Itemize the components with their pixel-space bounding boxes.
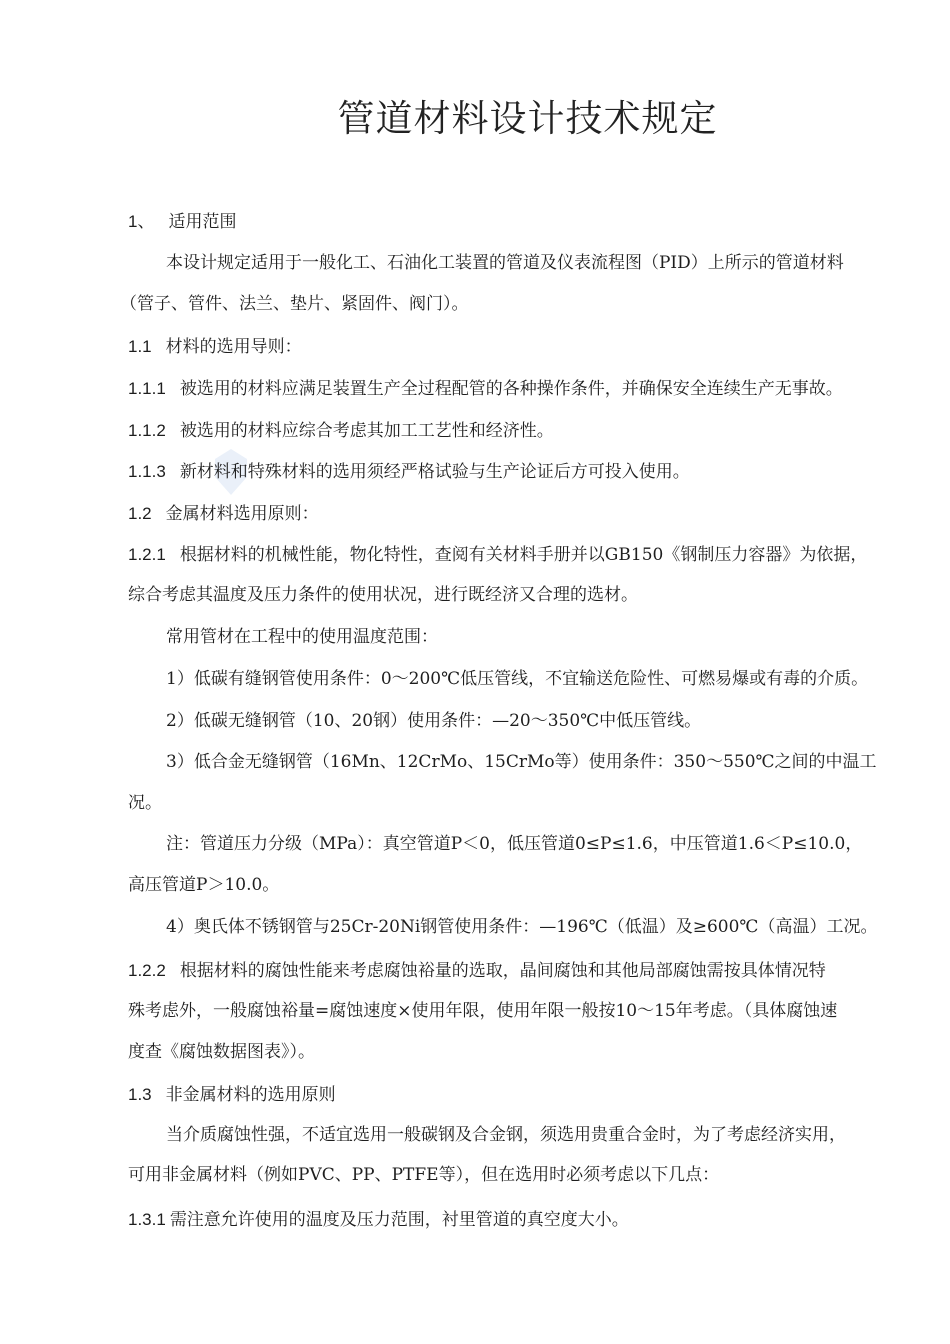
clause-text: 需注意允许使用的温度及压力范围，衬里管道的真空度大小。 — [169, 1210, 629, 1230]
list-item-text: 3）低合金无缝钢管（16Mn、12CrMo、15CrMo等）使用条件：350～550℃之间的中温工 — [166, 752, 877, 772]
paragraph-text: 当介质腐蚀性强，不适宜选用一般碳钢及合金钢，须选用贵重合金时，为了考虑经济实用， — [166, 1125, 846, 1145]
clause-line — [128, 420, 554, 442]
paragraph-line — [128, 1164, 719, 1186]
clause-text: 被选用的材料应满足装置生产全过程配管的各种操作条件，并确保安全连续生产无事故。 — [179, 379, 843, 399]
clause-number: 1.1.3 — [128, 462, 166, 481]
paragraph-text: 常用管材在工程中的使用温度范围： — [166, 627, 438, 647]
section-text: 适用范围 — [168, 212, 237, 232]
paragraph-line — [128, 584, 638, 606]
section-heading — [128, 503, 319, 525]
clause-text: 被选用的材料应综合考虑其加工工艺性和经济性。 — [179, 421, 554, 441]
section-heading — [128, 1084, 336, 1106]
clause-number: 1.2.1 — [128, 545, 166, 564]
clause-number: 1.2.2 — [128, 961, 166, 980]
list-item — [166, 916, 877, 938]
paragraph-text: 况。 — [128, 793, 162, 813]
paragraph-line — [120, 293, 469, 315]
paragraph-line — [166, 626, 438, 648]
clause-number: 1.1.2 — [128, 421, 166, 440]
paragraph-text: 可用非金属材料（例如PVC、PP、PTFE等），但在选用时必须考虑以下几点： — [128, 1165, 720, 1185]
list-item-text: 1）低碳有缝钢管使用条件：0～200℃低压管线，不宜输送危险性、可燃易爆或有毒的介质。 — [166, 669, 869, 689]
clause-line — [128, 544, 867, 566]
clause-line — [128, 960, 826, 982]
clause-line — [128, 378, 843, 400]
list-item — [166, 668, 868, 690]
paragraph-line — [128, 1041, 315, 1063]
list-item-text: 4）奥氏体不锈钢管与25Cr-20Ni钢管使用条件：—196℃（低温）及≥600℃（高温）工况。 — [166, 917, 878, 937]
section-text: 金属材料选用原则： — [165, 504, 319, 524]
clause-number: 1.3.1 — [128, 1210, 166, 1229]
note-text: 注：管道压力分级（MPa）：真空管道P＜0，低压管道0≤P≤1.6，中压管道1.6＜P≤10.0， — [166, 834, 863, 854]
clause-line — [128, 461, 690, 483]
page-title: 管道材料设计技术规定 — [337, 97, 718, 140]
list-item — [166, 751, 877, 773]
section-number: 1.3 — [128, 1085, 152, 1104]
clause-text: 新材料和特殊材料的选用须经严格试验与生产论证后方可投入使用。 — [179, 462, 690, 482]
list-item-text: 2）低碳无缝钢管（10、20钢）使用条件：—20～350℃中低压管线。 — [166, 711, 702, 731]
section-number: 1、 — [128, 212, 155, 231]
clause-line — [128, 1209, 629, 1231]
paragraph-line — [128, 792, 162, 814]
note-line — [166, 833, 862, 855]
section-number: 1.1 — [128, 337, 152, 356]
list-item — [166, 710, 701, 732]
clause-text: 根据材料的腐蚀性能来考虑腐蚀裕量的选取，晶间腐蚀和其他局部腐蚀需按具体情况特 — [179, 961, 826, 981]
section-text: 材料的选用导则： — [165, 337, 302, 357]
clause-number: 1.1.1 — [128, 379, 166, 398]
note-text: 高压管道P＞10.0。 — [128, 875, 280, 895]
paragraph-text: （管子、管件、法兰、垫片、紧固件、阀门）。 — [120, 294, 469, 314]
section-heading — [128, 211, 236, 233]
paragraph-text: 度查《腐蚀数据图表》）。 — [128, 1042, 315, 1062]
paragraph-line — [166, 252, 844, 274]
paragraph-text: 殊考虑外，一般腐蚀裕量=腐蚀速度×使用年限，使用年限一般按10～15年考虑。（具体腐蚀速 — [128, 1001, 838, 1021]
note-line — [128, 874, 279, 896]
section-heading — [128, 336, 302, 358]
paragraph-text: 综合考虑其温度及压力条件的使用状况，进行既经济又合理的选材。 — [128, 585, 638, 605]
paragraph-text: 本设计规定适用于一般化工、石油化工装置的管道及仪表流程图（PID）上所示的管道材料 — [166, 253, 844, 273]
section-text: 非金属材料的选用原则 — [165, 1085, 336, 1105]
paragraph-line — [128, 1000, 837, 1022]
clause-text: 根据材料的机械性能，物化特性，查阅有关材料手册并以GB150《钢制压力容器》为依据， — [179, 545, 868, 565]
paragraph-line — [166, 1124, 846, 1146]
section-number: 1.2 — [128, 504, 152, 523]
